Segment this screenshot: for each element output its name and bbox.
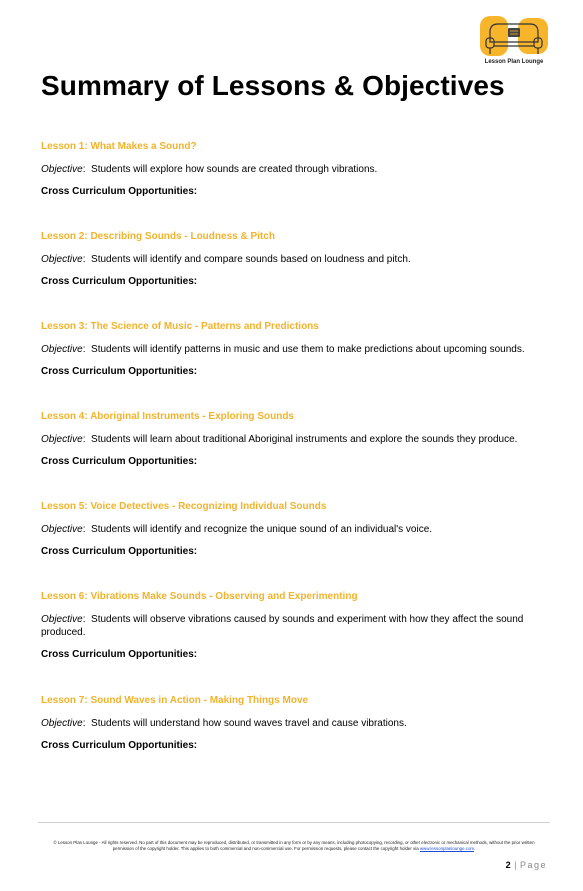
cross-curriculum-label: Cross Curriculum Opportunities: [41, 276, 198, 287]
lesson-objective: Objective: Students will identify and recognize the unique sound of an individual's voice. [41, 524, 433, 535]
footer-copyright [44, 840, 544, 852]
footer-divider [38, 822, 550, 823]
lesson-objective: Objective: Students will identify and compare sounds based on loudness and pitch. [41, 254, 411, 265]
objective-label: Objective [41, 344, 83, 355]
lesson-objective: Objective: Students will observe vibrations caused by sounds and experiment with how they affect the sound produced. [41, 614, 524, 638]
objective-text: Students will explore how sounds are created through vibrations. [91, 164, 378, 175]
page-number-value: 2 [505, 860, 511, 870]
lesson-title: Lesson 4: Aboriginal Instruments - Exploring Sounds [41, 411, 294, 422]
cross-curriculum-label: Cross Curriculum Opportunities: [41, 186, 198, 197]
objective-label: Objective [41, 718, 83, 729]
objective-label: Objective [41, 434, 83, 445]
website-link[interactable]: www.lessonplanlounge.com [419, 846, 475, 851]
objective-text: Students will learn about traditional Aboriginal instruments and explore the sounds they produce. [91, 434, 518, 445]
lesson-objective: Objective: Students will understand how sound waves travel and cause vibrations. [41, 718, 407, 729]
objective-label: Objective [41, 254, 83, 265]
lesson-title: Lesson 6: Vibrations Make Sounds - Observing and Experimenting [41, 591, 358, 602]
armchair-logo-icon [478, 12, 550, 60]
objective-label: Objective [41, 164, 83, 175]
cross-curriculum-label: Cross Curriculum Opportunities: [41, 456, 198, 467]
page-number [506, 860, 547, 870]
lesson-title: Lesson 2: Describing Sounds - Loudness & Pitch [41, 231, 275, 242]
page-separator: | [514, 860, 517, 870]
logo-text: Lesson Plan Lounge [484, 59, 544, 65]
lesson-block [41, 231, 541, 288]
lesson-block [41, 321, 541, 378]
objective-label: Objective [41, 524, 83, 535]
cross-curriculum-label: Cross Curriculum Opportunities: [41, 740, 198, 751]
objective-text: Students will identify patterns in music and use them to make predictions about upcoming sounds. [91, 344, 525, 355]
page-title: Summary of Lessons & Objectives [41, 70, 505, 101]
lesson-block [41, 411, 541, 468]
lesson-title: Lesson 3: The Science of Music - Patterns and Predictions [41, 321, 319, 332]
objective-label: Objective [41, 614, 83, 625]
lesson-objective: Objective: Students will learn about traditional Aboriginal instruments and explore the sounds they produce. [41, 434, 518, 445]
cross-curriculum-label: Cross Curriculum Opportunities: [41, 546, 198, 557]
lesson-objective: Objective: Students will explore how sounds are created through vibrations. [41, 164, 378, 175]
objective-text: Students will identify and recognize the unique sound of an individual's voice. [91, 524, 433, 535]
objective-text: Students will observe vibrations caused by sounds and experiment with how they affect the sound produced. [41, 614, 524, 638]
lesson-title: Lesson 5: Voice Detectives - Recognizing Individual Sounds [41, 501, 327, 512]
cross-curriculum-label: Cross Curriculum Opportunities: [41, 649, 198, 660]
lesson-block [41, 695, 541, 752]
lesson-plan-lounge-logo [478, 12, 550, 70]
lesson-block [41, 501, 541, 558]
link-suffix: . [474, 846, 476, 851]
page-word: Page [519, 860, 547, 870]
lesson-title: Lesson 1: What Makes a Sound? [41, 141, 197, 152]
lesson-block [41, 591, 541, 661]
lesson-title: Lesson 7: Sound Waves in Action - Making Things Move [41, 695, 309, 706]
objective-text: Students will understand how sound waves travel and cause vibrations. [91, 718, 407, 729]
lesson-block [41, 141, 541, 198]
cross-curriculum-label: Cross Curriculum Opportunities: [41, 366, 198, 377]
lesson-objective: Objective: Students will identify patterns in music and use them to make predictions about upcoming sounds. [41, 344, 525, 355]
objective-text: Students will identify and compare sounds based on loudness and pitch. [91, 254, 411, 265]
copyright-text: © Lesson Plan Lounge - All rights reserved. No part of this document may be reproduced, distributed, or transmitted in any form or by any means, including photocopying, recording, or other electronic or mechanical methods, without the prior written permission of the copyright holder. This applies to both commercial and non-commercial use. For permission requests, please contact the copyright holder via [53, 840, 535, 851]
